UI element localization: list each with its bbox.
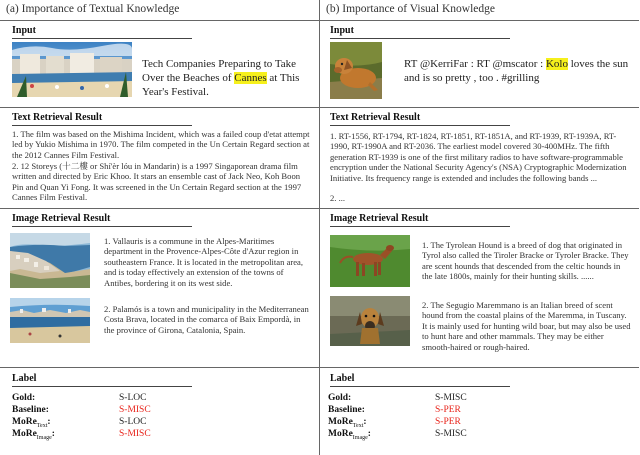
highlighted-entity: Cannes [234,72,267,84]
input-headline [142,57,312,99]
label-key: MoRe$_{Text}$: [12,417,51,429]
label-value: S-PER [435,405,461,415]
tyrolean-hound-photo [330,235,410,287]
heading-rule [330,125,510,126]
label-value: S-MISC [435,429,467,439]
input-text-before: RT @KerriFar : RT @mscator : [404,58,544,70]
label-value: S-MISC [119,405,151,415]
divider [320,208,639,209]
image-retrieval-item: 1. Vallauris is a commune in the Alpes-Maritimes department in the Provence-Alpes-Côte d'Azur region in southeastern France. It is located in the metropolitan area, and is today effectively an extension of the towns of Antibes, bordering it on its west side. [104,236,304,288]
image-retrieval-heading: Image Retrieval Result [12,213,111,224]
input-heading: Input [330,25,354,36]
input-text-before: Tech Companies Preparing to Take Over the Beaches of [142,58,297,84]
heading-rule [12,125,192,126]
label-heading: Label [12,373,37,384]
panel-title: (b) Importance of Visual Knowledge [326,3,495,15]
divider [0,107,319,108]
segugio-maremmano-photo [330,296,410,346]
input-heading: Input [12,25,36,36]
panel-title: (a) Importance of Textual Knowledge [6,3,180,15]
panel-visual-knowledge [320,0,639,455]
text-retrieval-item: 2. 12 Storeys (十二樓 or Shí'èr lóu in Mandarin) is a 1997 Singaporean drama film written and directed by Eric Khoo. It stars an ensemble cast of Jack Neo, Koh Boon Pin and Quan Yi Fong. It was screened in the Un Certain Regard section at the 1997 Cannes Film Festival. [12,161,302,203]
dog-kolo-photo [330,42,382,99]
label-key: Baseline: [12,405,49,415]
input-tweet [404,57,632,85]
label-value: S-LOC [119,417,147,427]
text-retrieval-heading: Text Retrieval Result [330,112,421,123]
divider [0,20,319,21]
input-text-after: loves the sun and is so pretty , too . #grilling [404,58,629,84]
heading-rule [12,226,192,227]
label-key: Gold: [12,393,36,403]
label-key: MoRe$_{Text}$: [328,417,367,429]
vallauris-coast-photo [10,233,90,288]
image-retrieval-item: 1. The Tyrolean Hound is a breed of dog that originated in Tyrol also called the Tiroler Bracke or Tyroler Bracke. They are scent hounds that descended from the celtic hounds in the late 1800s, mainly for their hunting skills. ...... [422,240,629,282]
cannes-beach-photo [12,42,132,97]
text-retrieval-item: 1. RT-1556, RT-1794, RT-1824, RT-1851, RT-1851A, and RT-1939, RT-1939A, RT-1990, RT-1990A and RT-2036. The earliest model covered 30-400MHz. The fifth generation RT-1939 is one of the first military radios to have software-programmable encryption under the National Security Agency's (NSA) Cryptographic Modernization Initiative. Its frequency range is extended and includes the following bands ... [330,131,627,183]
heading-rule [12,38,192,39]
label-heading: Label [330,373,355,384]
label-key: Gold: [328,393,352,403]
image-retrieval-item: 2. Palamós is a town and municipality in the Mediterranean Costa Brava, located in the comarca of Baix Empordà, in the province of Girona, Catalonia, Spain. [104,304,309,335]
input-text-after: at This Year's Festival. [142,72,300,98]
label-key: MoRe$_{Image}$: [328,429,371,441]
palamos-harbor-photo [10,298,90,343]
heading-rule [330,38,510,39]
heading-rule [330,386,510,387]
divider [0,208,319,209]
divider [320,367,639,368]
heading-rule [330,226,510,227]
text-retrieval-heading: Text Retrieval Result [12,112,103,123]
label-value: S-LOC [119,393,147,403]
label-value: S-PER [435,417,461,427]
image-retrieval-item: 2. The Segugio Maremmano is an Italian breed of scent hound from the coastal plains of the Maremma, in Tuscany. It is mainly used for hunting wild boar, but may also be used to hunt hare and other mammals. They may be either smooth-haired or rough-haired. [422,300,631,352]
divider [320,107,639,108]
divider [320,20,639,21]
text-retrieval-item: 2. ... [330,193,346,203]
label-value: S-MISC [119,429,151,439]
highlighted-entity: Kolo [545,58,568,70]
label-value: S-MISC [435,393,467,403]
image-retrieval-heading: Image Retrieval Result [330,213,429,224]
label-key: Baseline: [328,405,365,415]
text-retrieval-item: 1. The film was based on the Mishima Incident, which was a failed coup d'etat attempt led by Yukio Mishima in 1970. The film competed in the Un Certain Regard section at the 2012 Cannes Film Festival. [12,129,310,160]
divider [0,367,319,368]
label-key: MoRe$_{Image}$: [12,429,55,441]
heading-rule [12,386,192,387]
